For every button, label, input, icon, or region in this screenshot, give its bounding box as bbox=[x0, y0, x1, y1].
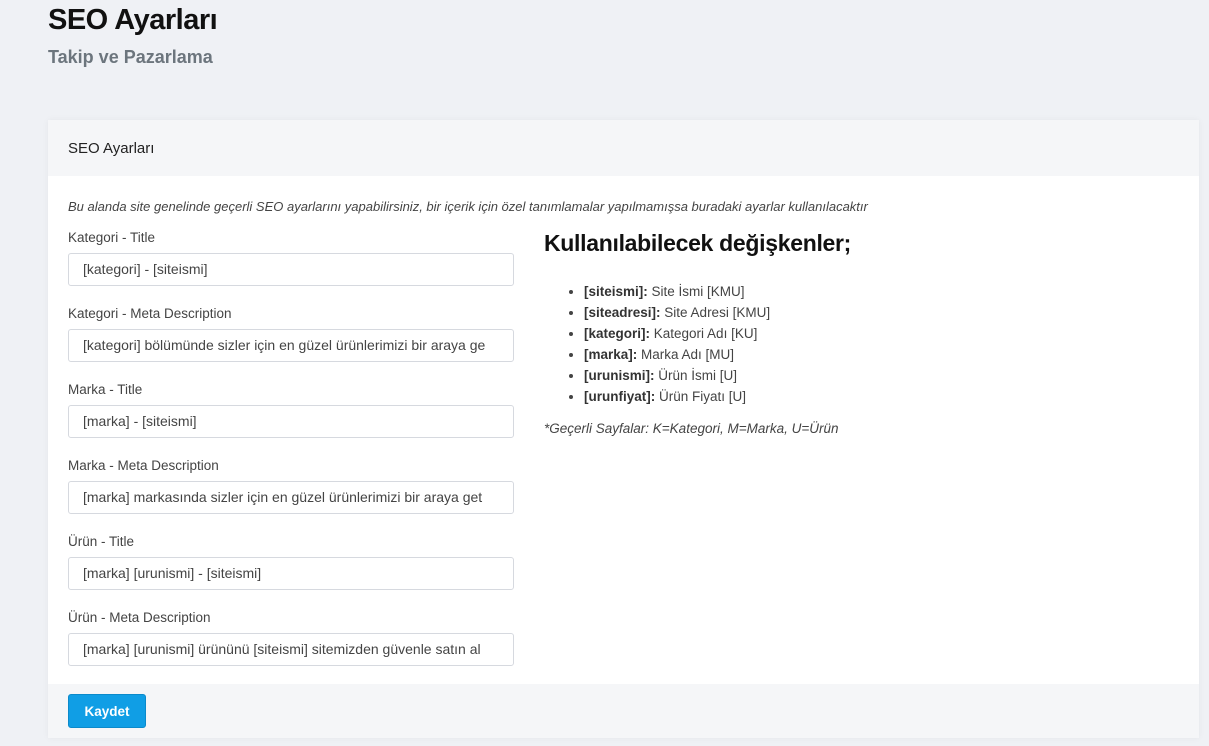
variable-key: [siteismi]: bbox=[584, 284, 648, 299]
variable-key: [urunismi]: bbox=[584, 368, 655, 383]
list-item bbox=[584, 323, 851, 344]
product-title-input[interactable]: [marka] [urunismi] - [siteismi] bbox=[68, 557, 514, 590]
product-meta-description-input[interactable]: [marka] [urunismi] ürününü [siteismi] sitemizden güvenle satın al bbox=[68, 633, 514, 666]
variable-key: [siteadresi]: bbox=[584, 305, 661, 320]
seo-form bbox=[68, 230, 514, 686]
variables-list bbox=[584, 281, 851, 407]
category-title-input[interactable]: [kategori] - [siteismi] bbox=[68, 253, 514, 286]
seo-settings-card bbox=[48, 120, 1199, 738]
card-footer bbox=[48, 684, 1199, 738]
variable-desc: Ürün İsmi [U] bbox=[654, 368, 738, 383]
variable-desc: Site İsmi [KMU] bbox=[647, 284, 745, 299]
field-label: Ürün - Meta Description bbox=[68, 610, 211, 625]
brand-meta-description-input[interactable]: [marka] markasında sizler için en güzel ürünlerimizi bir araya get bbox=[68, 481, 514, 514]
valid-pages-note: *Geçerli Sayfalar: K=Kategori, M=Marka, U=Ürün bbox=[544, 421, 839, 436]
variables-title: Kullanılabilecek değişkenler; bbox=[544, 230, 852, 256]
list-item bbox=[584, 281, 851, 302]
field-label: Marka - Meta Description bbox=[68, 458, 219, 473]
save-button[interactable]: Kaydet bbox=[68, 694, 146, 728]
category-meta-description-input[interactable]: [kategori] bölümünde sizler için en güzel ürünlerimizi bir araya ge bbox=[68, 329, 514, 362]
page-subtitle: Takip ve Pazarlama bbox=[48, 47, 213, 67]
page-title: SEO Ayarları bbox=[48, 4, 218, 36]
field-label: Ürün - Title bbox=[68, 534, 135, 549]
variable-desc: Kategori Adı [KU] bbox=[650, 326, 758, 341]
list-item bbox=[584, 302, 851, 323]
variable-key: [kategori]: bbox=[584, 326, 651, 341]
variable-desc: Ürün Fiyatı [U] bbox=[655, 389, 747, 404]
variable-key: [urunfiyat]: bbox=[584, 389, 656, 404]
list-item bbox=[584, 365, 851, 386]
variable-desc: Site Adresi [KMU] bbox=[660, 305, 771, 320]
variable-desc: Marka Adı [MU] bbox=[637, 347, 735, 362]
field-label: Marka - Title bbox=[68, 382, 143, 397]
brand-title-input[interactable]: [marka] - [siteismi] bbox=[68, 405, 514, 438]
variable-key: [marka]: bbox=[584, 347, 638, 362]
field-label: Kategori - Title bbox=[68, 230, 156, 245]
list-item bbox=[584, 344, 851, 365]
list-item bbox=[584, 386, 851, 407]
field-label: Kategori - Meta Description bbox=[68, 306, 232, 321]
card-note: Bu alanda site genelinde geçerli SEO ayarlarını yapabilirsiniz, bir içerik için özel tanımlamalar yapılmamışsa buradaki ayarlar kullanılacaktır bbox=[68, 199, 868, 214]
variables-panel bbox=[544, 230, 851, 436]
card-title: SEO Ayarları bbox=[48, 120, 1199, 176]
